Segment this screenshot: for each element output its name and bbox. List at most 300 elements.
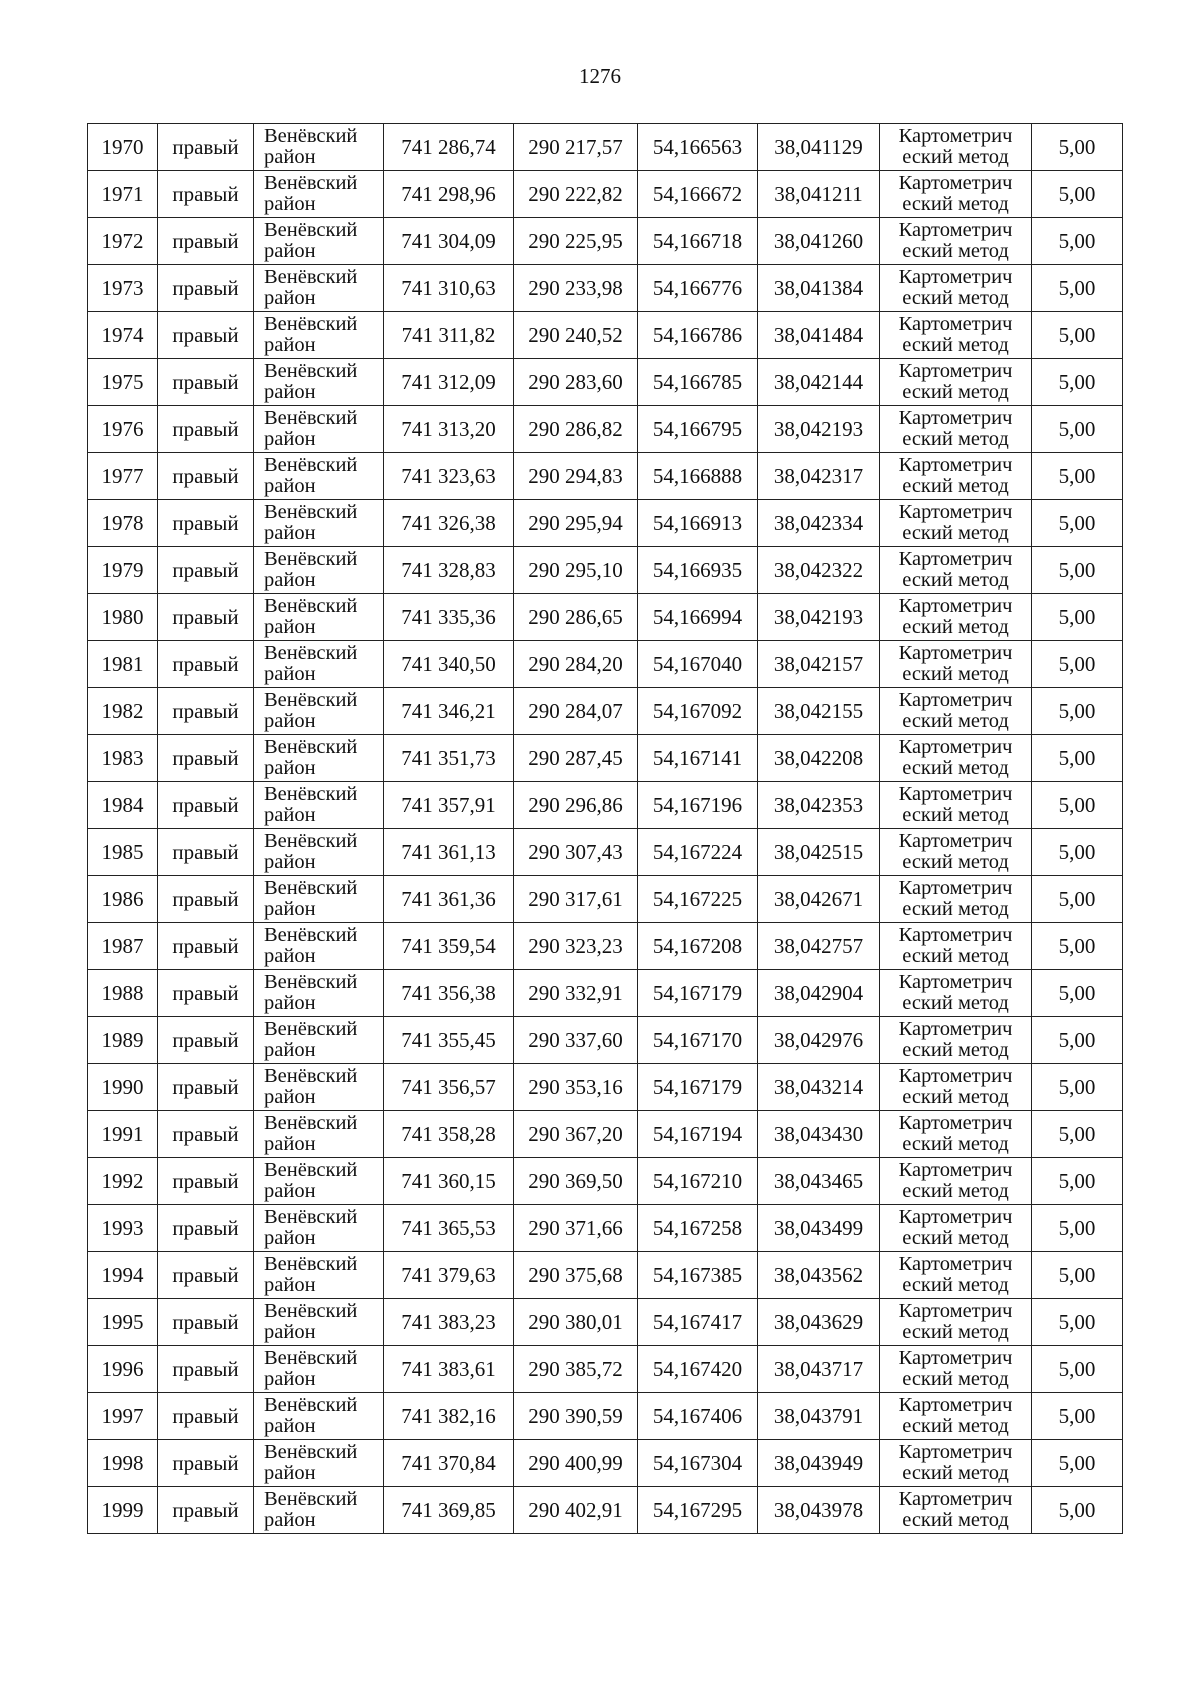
district-cell bbox=[254, 782, 384, 829]
district-cell bbox=[254, 829, 384, 876]
district-cell bbox=[254, 1205, 384, 1252]
longitude-cell: 38,043499 bbox=[758, 1205, 880, 1252]
method-cell-line: еский метод bbox=[902, 992, 1009, 1014]
coord-x-cell: 741 356,38 bbox=[384, 970, 514, 1017]
coord-x-cell: 741 323,63 bbox=[384, 453, 514, 500]
latitude-cell: 54,167258 bbox=[638, 1205, 758, 1252]
latitude-cell: 54,167385 bbox=[638, 1252, 758, 1299]
district-cell bbox=[254, 1346, 384, 1393]
district-cell-line: район bbox=[264, 569, 316, 591]
bank-side-cell: правый bbox=[158, 406, 254, 453]
coord-x-cell: 741 370,84 bbox=[384, 1440, 514, 1487]
method-cell-line: еский метод bbox=[902, 1086, 1009, 1108]
district-cell bbox=[254, 1158, 384, 1205]
method-cell bbox=[880, 1393, 1032, 1440]
district-cell bbox=[254, 1440, 384, 1487]
latitude-cell: 54,166563 bbox=[638, 124, 758, 171]
table-row bbox=[88, 171, 1123, 218]
district-cell bbox=[254, 594, 384, 641]
district-cell bbox=[254, 1393, 384, 1440]
district-cell bbox=[254, 171, 384, 218]
district-cell-line: Венёвский bbox=[264, 877, 358, 899]
district-cell-line: район bbox=[264, 992, 316, 1014]
district-cell-line: район bbox=[264, 240, 316, 262]
accuracy-cell: 5,00 bbox=[1032, 406, 1123, 453]
district-cell bbox=[254, 265, 384, 312]
coord-x-cell: 741 326,38 bbox=[384, 500, 514, 547]
bank-side-cell: правый bbox=[158, 359, 254, 406]
coord-y-cell: 290 400,99 bbox=[514, 1440, 638, 1487]
accuracy-cell: 5,00 bbox=[1032, 1487, 1123, 1534]
district-cell-line: район bbox=[264, 1462, 316, 1484]
latitude-cell: 54,166913 bbox=[638, 500, 758, 547]
bank-side-cell: правый bbox=[158, 265, 254, 312]
district-cell-line: район bbox=[264, 475, 316, 497]
method-cell bbox=[880, 1205, 1032, 1252]
method-cell bbox=[880, 688, 1032, 735]
accuracy-cell: 5,00 bbox=[1032, 1017, 1123, 1064]
bank-side-cell: правый bbox=[158, 688, 254, 735]
method-cell bbox=[880, 1299, 1032, 1346]
district-cell bbox=[254, 1064, 384, 1111]
coord-y-cell: 290 294,83 bbox=[514, 453, 638, 500]
coord-y-cell: 290 284,07 bbox=[514, 688, 638, 735]
accuracy-cell: 5,00 bbox=[1032, 876, 1123, 923]
point-number-cell: 1973 bbox=[88, 265, 158, 312]
bank-side-cell: правый bbox=[158, 594, 254, 641]
method-cell-line: еский метод bbox=[902, 1180, 1009, 1202]
method-cell bbox=[880, 876, 1032, 923]
bank-side-cell: правый bbox=[158, 1205, 254, 1252]
table-row bbox=[88, 1017, 1123, 1064]
method-cell-line: Картометрич bbox=[898, 877, 1013, 899]
district-cell bbox=[254, 218, 384, 265]
longitude-cell: 38,043562 bbox=[758, 1252, 880, 1299]
method-cell-line: еский метод bbox=[902, 146, 1009, 168]
latitude-cell: 54,167040 bbox=[638, 641, 758, 688]
method-cell-line: Картометрич bbox=[898, 830, 1013, 852]
table-row bbox=[88, 1064, 1123, 1111]
point-number-cell: 1983 bbox=[88, 735, 158, 782]
district-cell bbox=[254, 735, 384, 782]
district-cell-line: Венёвский bbox=[264, 548, 358, 570]
coord-y-cell: 290 332,91 bbox=[514, 970, 638, 1017]
method-cell-line: Картометрич bbox=[898, 454, 1013, 476]
latitude-cell: 54,167406 bbox=[638, 1393, 758, 1440]
method-cell bbox=[880, 312, 1032, 359]
district-cell-line: район bbox=[264, 1086, 316, 1108]
bank-side-cell: правый bbox=[158, 970, 254, 1017]
method-cell-line: еский метод bbox=[902, 616, 1009, 638]
longitude-cell: 38,042193 bbox=[758, 594, 880, 641]
longitude-cell: 38,042515 bbox=[758, 829, 880, 876]
method-cell bbox=[880, 735, 1032, 782]
method-cell bbox=[880, 1158, 1032, 1205]
latitude-cell: 54,167210 bbox=[638, 1158, 758, 1205]
district-cell bbox=[254, 453, 384, 500]
district-cell bbox=[254, 500, 384, 547]
bank-side-cell: правый bbox=[158, 1111, 254, 1158]
point-number-cell: 1989 bbox=[88, 1017, 158, 1064]
coord-x-cell: 741 311,82 bbox=[384, 312, 514, 359]
coord-x-cell: 741 365,53 bbox=[384, 1205, 514, 1252]
method-cell bbox=[880, 359, 1032, 406]
method-cell bbox=[880, 923, 1032, 970]
method-cell-line: еский метод bbox=[902, 1133, 1009, 1155]
latitude-cell: 54,167179 bbox=[638, 1064, 758, 1111]
district-cell-line: район bbox=[264, 1321, 316, 1343]
district-cell-line: Венёвский bbox=[264, 971, 358, 993]
table-row bbox=[88, 1252, 1123, 1299]
longitude-cell: 38,042904 bbox=[758, 970, 880, 1017]
coord-y-cell: 290 225,95 bbox=[514, 218, 638, 265]
coord-y-cell: 290 233,98 bbox=[514, 265, 638, 312]
district-cell bbox=[254, 312, 384, 359]
method-cell-line: еский метод bbox=[902, 1321, 1009, 1343]
coord-y-cell: 290 371,66 bbox=[514, 1205, 638, 1252]
district-cell-line: Венёвский bbox=[264, 1394, 358, 1416]
point-number-cell: 1979 bbox=[88, 547, 158, 594]
district-cell bbox=[254, 970, 384, 1017]
coord-y-cell: 290 402,91 bbox=[514, 1487, 638, 1534]
method-cell bbox=[880, 265, 1032, 312]
method-cell-line: еский метод bbox=[902, 1509, 1009, 1531]
table-row bbox=[88, 500, 1123, 547]
coord-x-cell: 741 360,15 bbox=[384, 1158, 514, 1205]
longitude-cell: 38,042208 bbox=[758, 735, 880, 782]
longitude-cell: 38,042334 bbox=[758, 500, 880, 547]
latitude-cell: 54,167196 bbox=[638, 782, 758, 829]
point-number-cell: 1982 bbox=[88, 688, 158, 735]
coord-x-cell: 741 361,13 bbox=[384, 829, 514, 876]
table-row bbox=[88, 265, 1123, 312]
table-row bbox=[88, 359, 1123, 406]
point-number-cell: 1972 bbox=[88, 218, 158, 265]
district-cell-line: Венёвский bbox=[264, 501, 358, 523]
table-row bbox=[88, 312, 1123, 359]
longitude-cell: 38,042155 bbox=[758, 688, 880, 735]
method-cell-line: еский метод bbox=[902, 428, 1009, 450]
table-row bbox=[88, 970, 1123, 1017]
accuracy-cell: 5,00 bbox=[1032, 782, 1123, 829]
district-cell-line: Венёвский bbox=[264, 125, 358, 147]
coord-x-cell: 741 286,74 bbox=[384, 124, 514, 171]
district-cell bbox=[254, 1299, 384, 1346]
coordinates-table bbox=[87, 123, 1123, 1534]
district-cell-line: район bbox=[264, 757, 316, 779]
district-cell-line: Венёвский bbox=[264, 1488, 358, 1510]
method-cell bbox=[880, 782, 1032, 829]
method-cell-line: Картометрич bbox=[898, 548, 1013, 570]
district-cell bbox=[254, 359, 384, 406]
longitude-cell: 38,042317 bbox=[758, 453, 880, 500]
coord-x-cell: 741 346,21 bbox=[384, 688, 514, 735]
district-cell-line: Венёвский bbox=[264, 1112, 358, 1134]
accuracy-cell: 5,00 bbox=[1032, 735, 1123, 782]
method-cell-line: еский метод bbox=[902, 804, 1009, 826]
method-cell-line: Картометрич bbox=[898, 125, 1013, 147]
district-cell-line: Венёвский bbox=[264, 1253, 358, 1275]
point-number-cell: 1995 bbox=[88, 1299, 158, 1346]
latitude-cell: 54,166795 bbox=[638, 406, 758, 453]
longitude-cell: 38,041211 bbox=[758, 171, 880, 218]
coord-x-cell: 741 298,96 bbox=[384, 171, 514, 218]
district-cell-line: Венёвский bbox=[264, 830, 358, 852]
method-cell-line: Картометрич bbox=[898, 642, 1013, 664]
district-cell bbox=[254, 547, 384, 594]
longitude-cell: 38,042976 bbox=[758, 1017, 880, 1064]
method-cell-line: еский метод bbox=[902, 522, 1009, 544]
table-row bbox=[88, 1393, 1123, 1440]
longitude-cell: 38,042144 bbox=[758, 359, 880, 406]
method-cell-line: Картометрич bbox=[898, 1206, 1013, 1228]
bank-side-cell: правый bbox=[158, 1487, 254, 1534]
method-cell bbox=[880, 218, 1032, 265]
bank-side-cell: правый bbox=[158, 641, 254, 688]
point-number-cell: 1975 bbox=[88, 359, 158, 406]
point-number-cell: 1970 bbox=[88, 124, 158, 171]
accuracy-cell: 5,00 bbox=[1032, 359, 1123, 406]
bank-side-cell: правый bbox=[158, 547, 254, 594]
district-cell-line: Венёвский bbox=[264, 924, 358, 946]
accuracy-cell: 5,00 bbox=[1032, 1440, 1123, 1487]
district-cell-line: район bbox=[264, 1180, 316, 1202]
district-cell-line: Венёвский bbox=[264, 1300, 358, 1322]
accuracy-cell: 5,00 bbox=[1032, 970, 1123, 1017]
coord-y-cell: 290 295,94 bbox=[514, 500, 638, 547]
method-cell bbox=[880, 547, 1032, 594]
method-cell-line: Картометрич bbox=[898, 595, 1013, 617]
coord-y-cell: 290 283,60 bbox=[514, 359, 638, 406]
district-cell-line: район bbox=[264, 804, 316, 826]
accuracy-cell: 5,00 bbox=[1032, 1346, 1123, 1393]
method-cell-line: Картометрич bbox=[898, 407, 1013, 429]
district-cell-line: район bbox=[264, 1368, 316, 1390]
coord-y-cell: 290 222,82 bbox=[514, 171, 638, 218]
latitude-cell: 54,166718 bbox=[638, 218, 758, 265]
method-cell bbox=[880, 500, 1032, 547]
accuracy-cell: 5,00 bbox=[1032, 688, 1123, 735]
method-cell bbox=[880, 1064, 1032, 1111]
coord-x-cell: 741 382,16 bbox=[384, 1393, 514, 1440]
coord-y-cell: 290 323,23 bbox=[514, 923, 638, 970]
latitude-cell: 54,167194 bbox=[638, 1111, 758, 1158]
accuracy-cell: 5,00 bbox=[1032, 1158, 1123, 1205]
coord-x-cell: 741 335,36 bbox=[384, 594, 514, 641]
table-row bbox=[88, 594, 1123, 641]
method-cell-line: Картометрич bbox=[898, 783, 1013, 805]
longitude-cell: 38,043430 bbox=[758, 1111, 880, 1158]
district-cell-line: район bbox=[264, 1509, 316, 1531]
district-cell-line: Венёвский bbox=[264, 1018, 358, 1040]
table-row bbox=[88, 1158, 1123, 1205]
table-row bbox=[88, 688, 1123, 735]
bank-side-cell: правый bbox=[158, 876, 254, 923]
latitude-cell: 54,167304 bbox=[638, 1440, 758, 1487]
point-number-cell: 1990 bbox=[88, 1064, 158, 1111]
accuracy-cell: 5,00 bbox=[1032, 641, 1123, 688]
longitude-cell: 38,043465 bbox=[758, 1158, 880, 1205]
coord-x-cell: 741 356,57 bbox=[384, 1064, 514, 1111]
district-cell bbox=[254, 641, 384, 688]
bank-side-cell: правый bbox=[158, 171, 254, 218]
method-cell-line: Картометрич bbox=[898, 1159, 1013, 1181]
coord-y-cell: 290 296,86 bbox=[514, 782, 638, 829]
district-cell bbox=[254, 876, 384, 923]
method-cell-line: еский метод bbox=[902, 193, 1009, 215]
bank-side-cell: правый bbox=[158, 1017, 254, 1064]
point-number-cell: 1978 bbox=[88, 500, 158, 547]
coord-y-cell: 290 385,72 bbox=[514, 1346, 638, 1393]
latitude-cell: 54,167208 bbox=[638, 923, 758, 970]
method-cell bbox=[880, 406, 1032, 453]
longitude-cell: 38,043717 bbox=[758, 1346, 880, 1393]
method-cell bbox=[880, 1346, 1032, 1393]
method-cell-line: еский метод bbox=[902, 569, 1009, 591]
table-row bbox=[88, 1487, 1123, 1534]
method-cell-line: еский метод bbox=[902, 1039, 1009, 1061]
district-cell-line: Венёвский bbox=[264, 689, 358, 711]
table-row bbox=[88, 876, 1123, 923]
method-cell-line: еский метод bbox=[902, 1462, 1009, 1484]
district-cell-line: Венёвский bbox=[264, 454, 358, 476]
accuracy-cell: 5,00 bbox=[1032, 923, 1123, 970]
method-cell-line: еский метод bbox=[902, 287, 1009, 309]
coord-x-cell: 741 359,54 bbox=[384, 923, 514, 970]
accuracy-cell: 5,00 bbox=[1032, 1299, 1123, 1346]
table-row bbox=[88, 547, 1123, 594]
longitude-cell: 38,042757 bbox=[758, 923, 880, 970]
method-cell-line: Картометрич bbox=[898, 1488, 1013, 1510]
bank-side-cell: правый bbox=[158, 218, 254, 265]
coord-y-cell: 290 390,59 bbox=[514, 1393, 638, 1440]
method-cell-line: еский метод bbox=[902, 1415, 1009, 1437]
coord-x-cell: 741 328,83 bbox=[384, 547, 514, 594]
longitude-cell: 38,043214 bbox=[758, 1064, 880, 1111]
method-cell bbox=[880, 970, 1032, 1017]
coord-x-cell: 741 358,28 bbox=[384, 1111, 514, 1158]
district-cell-line: район bbox=[264, 945, 316, 967]
district-cell-line: Венёвский bbox=[264, 783, 358, 805]
coord-y-cell: 290 317,61 bbox=[514, 876, 638, 923]
coord-y-cell: 290 307,43 bbox=[514, 829, 638, 876]
bank-side-cell: правый bbox=[158, 1440, 254, 1487]
method-cell bbox=[880, 1252, 1032, 1299]
longitude-cell: 38,043978 bbox=[758, 1487, 880, 1534]
bank-side-cell: правый bbox=[158, 124, 254, 171]
method-cell-line: еский метод bbox=[902, 334, 1009, 356]
latitude-cell: 54,166672 bbox=[638, 171, 758, 218]
method-cell bbox=[880, 594, 1032, 641]
latitude-cell: 54,166935 bbox=[638, 547, 758, 594]
district-cell-line: район bbox=[264, 1133, 316, 1155]
bank-side-cell: правый bbox=[158, 1393, 254, 1440]
coord-y-cell: 290 353,16 bbox=[514, 1064, 638, 1111]
district-cell bbox=[254, 688, 384, 735]
method-cell-line: Картометрич bbox=[898, 172, 1013, 194]
latitude-cell: 54,166888 bbox=[638, 453, 758, 500]
coord-y-cell: 290 369,50 bbox=[514, 1158, 638, 1205]
point-number-cell: 1994 bbox=[88, 1252, 158, 1299]
bank-side-cell: правый bbox=[158, 500, 254, 547]
bank-side-cell: правый bbox=[158, 829, 254, 876]
point-number-cell: 1996 bbox=[88, 1346, 158, 1393]
district-cell-line: Венёвский bbox=[264, 313, 358, 335]
method-cell bbox=[880, 1111, 1032, 1158]
district-cell-line: Венёвский bbox=[264, 266, 358, 288]
latitude-cell: 54,166785 bbox=[638, 359, 758, 406]
district-cell-line: район bbox=[264, 710, 316, 732]
latitude-cell: 54,167092 bbox=[638, 688, 758, 735]
method-cell-line: еский метод bbox=[902, 757, 1009, 779]
district-cell-line: район bbox=[264, 851, 316, 873]
district-cell-line: Венёвский bbox=[264, 407, 358, 429]
longitude-cell: 38,042671 bbox=[758, 876, 880, 923]
accuracy-cell: 5,00 bbox=[1032, 829, 1123, 876]
table-row bbox=[88, 923, 1123, 970]
method-cell-line: Картометрич bbox=[898, 1441, 1013, 1463]
latitude-cell: 54,167225 bbox=[638, 876, 758, 923]
accuracy-cell: 5,00 bbox=[1032, 547, 1123, 594]
district-cell-line: район bbox=[264, 334, 316, 356]
district-cell-line: Венёвский bbox=[264, 1206, 358, 1228]
district-cell-line: район bbox=[264, 146, 316, 168]
point-number-cell: 1999 bbox=[88, 1487, 158, 1534]
district-cell bbox=[254, 923, 384, 970]
bank-side-cell: правый bbox=[158, 1158, 254, 1205]
table-row bbox=[88, 782, 1123, 829]
district-cell bbox=[254, 1252, 384, 1299]
point-number-cell: 1997 bbox=[88, 1393, 158, 1440]
longitude-cell: 38,042193 bbox=[758, 406, 880, 453]
district-cell-line: район bbox=[264, 193, 316, 215]
longitude-cell: 38,041484 bbox=[758, 312, 880, 359]
method-cell bbox=[880, 829, 1032, 876]
table-row bbox=[88, 1346, 1123, 1393]
method-cell bbox=[880, 124, 1032, 171]
method-cell-line: еский метод bbox=[902, 945, 1009, 967]
method-cell-line: Картометрич bbox=[898, 219, 1013, 241]
accuracy-cell: 5,00 bbox=[1032, 1064, 1123, 1111]
point-number-cell: 1987 bbox=[88, 923, 158, 970]
district-cell-line: район bbox=[264, 898, 316, 920]
district-cell-line: Венёвский bbox=[264, 1159, 358, 1181]
point-number-cell: 1993 bbox=[88, 1205, 158, 1252]
table-row bbox=[88, 218, 1123, 265]
coord-x-cell: 741 383,61 bbox=[384, 1346, 514, 1393]
point-number-cell: 1974 bbox=[88, 312, 158, 359]
latitude-cell: 54,166776 bbox=[638, 265, 758, 312]
method-cell-line: Картометрич bbox=[898, 1300, 1013, 1322]
accuracy-cell: 5,00 bbox=[1032, 1252, 1123, 1299]
method-cell-line: еский метод bbox=[902, 663, 1009, 685]
accuracy-cell: 5,00 bbox=[1032, 265, 1123, 312]
longitude-cell: 38,042322 bbox=[758, 547, 880, 594]
latitude-cell: 54,167417 bbox=[638, 1299, 758, 1346]
accuracy-cell: 5,00 bbox=[1032, 1393, 1123, 1440]
district-cell-line: Венёвский bbox=[264, 1441, 358, 1463]
district-cell bbox=[254, 124, 384, 171]
coord-y-cell: 290 286,65 bbox=[514, 594, 638, 641]
coord-x-cell: 741 340,50 bbox=[384, 641, 514, 688]
district-cell-line: район bbox=[264, 1039, 316, 1061]
coord-x-cell: 741 313,20 bbox=[384, 406, 514, 453]
coord-y-cell: 290 380,01 bbox=[514, 1299, 638, 1346]
district-cell bbox=[254, 1017, 384, 1064]
point-number-cell: 1985 bbox=[88, 829, 158, 876]
method-cell-line: Картометрич bbox=[898, 924, 1013, 946]
district-cell-line: район bbox=[264, 663, 316, 685]
